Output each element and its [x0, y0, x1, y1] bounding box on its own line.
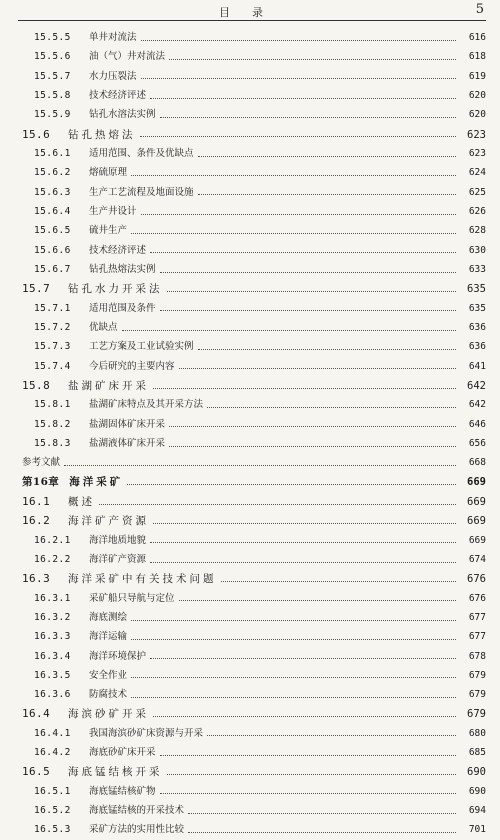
toc-entry — [22, 743, 486, 762]
toc-entry-number: 15.6.2 — [34, 167, 71, 179]
toc-entry-title: 海滨砂矿开采 — [68, 708, 149, 721]
toc-entry — [22, 550, 486, 569]
toc-entry — [22, 221, 486, 240]
toc-entry-number: 15.6.6 — [34, 244, 71, 256]
toc-entry — [22, 473, 486, 492]
toc-entry-number: 16.1 — [22, 494, 51, 508]
toc-entry-title: 海底锰结核矿物 — [89, 785, 156, 797]
toc-entry — [22, 724, 486, 743]
dot-leader — [160, 116, 456, 118]
toc-entry-title: 采矿船只导航与定位 — [89, 592, 175, 604]
toc-entry-page: 626 — [468, 205, 486, 217]
toc-entry-number: 15.5.5 — [34, 32, 71, 43]
toc-entry-number: 16.4 — [22, 707, 51, 721]
toc-entry-page: 624 — [468, 167, 486, 179]
toc-entry-page: 623 — [467, 128, 486, 141]
toc-entry — [22, 492, 486, 511]
toc-entry-page: 636 — [468, 341, 486, 353]
dot-leader — [99, 503, 456, 505]
dot-leader — [153, 387, 456, 389]
toc-entry-title: 概述 — [68, 495, 95, 508]
toc-entry-page: 633 — [468, 263, 486, 275]
toc-entry-title: 熔硫原理 — [89, 167, 128, 179]
toc-entry-page: 676 — [468, 592, 486, 604]
toc-entry-number: 15.6.7 — [34, 263, 71, 275]
toc-entry-number: 15.7.4 — [34, 360, 71, 372]
toc-entry-title: 海底锰结核的开采技术 — [89, 805, 185, 817]
toc-entry-title: 安全作业 — [89, 669, 128, 681]
toc-entry-number: 16.3 — [22, 572, 51, 586]
toc-entry — [22, 627, 486, 646]
toc-entry-page: 630 — [468, 244, 486, 256]
toc-entry-number: 15.7.2 — [34, 321, 71, 333]
toc-entry-title: 生产工艺流程及地面设施 — [89, 186, 194, 198]
toc-entry — [22, 531, 486, 550]
dot-leader — [207, 734, 456, 736]
dot-leader — [150, 251, 456, 253]
toc-entry — [22, 299, 486, 318]
toc-entry-title: 盐湖矿床开采 — [68, 379, 149, 392]
toc-entry-title: 盐湖固体矿床开采 — [89, 418, 166, 430]
toc-entry-title: 适用范围、条件及优缺点 — [89, 147, 194, 159]
toc-entry — [22, 589, 486, 608]
toc-entry-number: 15.5.7 — [34, 70, 71, 82]
toc-entry-title: 参考文献 — [22, 457, 61, 469]
toc-entry-number: 15.6 — [22, 127, 51, 141]
toc-entry-number: 15.7.1 — [34, 302, 71, 314]
toc-entry — [22, 28, 486, 47]
toc-entry-page: 620 — [468, 109, 486, 121]
toc-entry-title: 我国海滨砂矿床资源与开采 — [89, 727, 204, 739]
toc-entry-number: 15.8.3 — [34, 437, 71, 449]
toc-entry-title: 适用范围及条件 — [89, 302, 156, 314]
toc-entry-page: 685 — [468, 747, 486, 759]
page-header — [18, 2, 486, 21]
toc-entry-number: 15.8.2 — [34, 418, 71, 430]
toc-entry-number: 15.6.4 — [34, 205, 71, 217]
toc-entry-title: 海底砂矿床开采 — [89, 747, 156, 759]
toc-entry — [22, 511, 486, 530]
toc-entry-number: 16.5.1 — [34, 785, 71, 797]
toc-entry-title: 水力压裂法 — [89, 70, 137, 82]
toc-entry — [22, 241, 486, 260]
toc-entry-number: 15.5.8 — [34, 89, 71, 101]
toc-entry-number: 15.5.6 — [34, 51, 71, 63]
dot-leader — [141, 77, 456, 79]
toc-entry-title: 盐湖矿床特点及其开采方法 — [89, 399, 204, 411]
dot-leader — [188, 812, 456, 814]
toc-entry-page: 669 — [467, 495, 486, 508]
dot-leader — [169, 445, 456, 447]
dot-leader — [188, 831, 456, 833]
dot-leader — [198, 193, 456, 195]
toc-entry-page: 690 — [467, 766, 486, 779]
toc-entry-title: 海洋采矿中有关技术问题 — [68, 573, 217, 586]
toc-entry — [22, 47, 486, 66]
toc-entry-number: 15.8.1 — [34, 399, 71, 411]
dot-leader — [167, 290, 457, 292]
toc-entry — [22, 685, 486, 704]
toc-entry — [22, 125, 486, 144]
dot-leader — [131, 696, 456, 698]
toc-entry — [22, 434, 486, 453]
toc-entry-page: 618 — [468, 51, 486, 63]
toc-entry-page: 679 — [467, 708, 486, 721]
toc-entry-title: 今后研究的主要内容 — [89, 360, 175, 372]
toc-entry-number: 16.4.1 — [34, 727, 71, 739]
toc-entry-page: 669 — [467, 515, 486, 528]
toc-entry-title: 硫井生产 — [89, 225, 128, 237]
toc-entry — [22, 762, 486, 781]
toc-entry — [22, 376, 486, 395]
toc-entry-number: 16.3.1 — [34, 592, 71, 604]
toc-entry-page: 625 — [468, 186, 486, 198]
toc-entry — [22, 279, 486, 298]
toc-entry-page: 635 — [468, 302, 486, 314]
toc-entry — [22, 260, 486, 279]
toc-entry-page: 616 — [468, 32, 486, 43]
toc-entry-page: 676 — [467, 573, 486, 586]
dot-leader — [179, 367, 456, 369]
toc-entry — [22, 608, 486, 627]
toc-entry-title: 钻孔水力开采法 — [68, 283, 163, 296]
dot-leader — [160, 309, 456, 311]
toc-entry-page: 677 — [468, 631, 486, 643]
toc-entry-page: 668 — [468, 457, 486, 469]
toc-entry-page: 636 — [468, 321, 486, 333]
toc-entry-page: 619 — [468, 70, 486, 82]
toc-entry — [22, 782, 486, 801]
toc-entry-title: 技术经济评述 — [89, 89, 147, 101]
toc-entry-page: 680 — [468, 727, 486, 739]
toc-entry-number: 16.2 — [22, 514, 51, 528]
toc-entry-number: 16.3.5 — [34, 669, 71, 681]
toc-entry-number: 16.3.2 — [34, 611, 71, 623]
dot-leader — [122, 329, 456, 331]
toc-entry — [22, 453, 486, 472]
toc-entry-title: 工艺方案及工业试验实例 — [89, 341, 194, 353]
toc-entry-title: 海洋矿产资源 — [89, 553, 147, 565]
toc-entry — [22, 86, 486, 105]
dot-leader — [198, 155, 456, 157]
toc-entry-number: 15.7 — [22, 282, 51, 296]
dot-leader — [160, 792, 456, 794]
toc-entry-page: 677 — [468, 611, 486, 623]
toc-entry-title: 钻孔热熔法 — [68, 128, 136, 141]
toc-entry-title: 海洋环境保护 — [89, 650, 147, 662]
toc-entry-title: 采矿方法的实用性比较 — [89, 824, 185, 836]
dot-leader — [64, 464, 456, 466]
toc-entry-title: 油（气）井对流法 — [89, 51, 166, 63]
toc-entry-title: 海底锰结核开采 — [68, 766, 163, 779]
dot-leader — [169, 425, 456, 427]
toc-entry-number: 16.3.4 — [34, 650, 71, 662]
table-of-contents — [22, 28, 486, 840]
header-title: 目录 — [219, 6, 285, 19]
toc-entry-number: 16.3.6 — [34, 689, 71, 701]
toc-entry — [22, 183, 486, 202]
toc-entry-number: 16.5.2 — [34, 805, 71, 817]
toc-entry-page: 669 — [467, 475, 486, 488]
toc-entry-number: 16.5.3 — [34, 824, 71, 836]
toc-entry-title: 海洋地质地貌 — [89, 534, 147, 546]
toc-entry-number: 15.7.3 — [34, 341, 71, 353]
toc-entry-title: 盐湖液体矿床开采 — [89, 437, 166, 449]
dot-leader — [127, 483, 456, 485]
toc-entry-page: 690 — [468, 785, 486, 797]
dot-leader — [141, 39, 456, 41]
toc-entry-page: 641 — [468, 360, 486, 372]
toc-entry-page: 694 — [468, 805, 486, 817]
toc-entry-page: 701 — [468, 824, 486, 836]
toc-entry-number: 第16章 — [22, 475, 60, 488]
toc-entry — [22, 105, 486, 124]
dot-leader — [160, 754, 456, 756]
toc-entry — [22, 820, 486, 839]
dot-leader — [140, 135, 457, 137]
dot-leader — [131, 174, 456, 176]
toc-entry-title: 技术经济评述 — [89, 244, 147, 256]
toc-entry-page: 674 — [468, 553, 486, 565]
toc-entry-number: 16.4.2 — [34, 747, 71, 759]
dot-leader — [153, 522, 456, 524]
toc-entry — [22, 337, 486, 356]
toc-entry — [22, 569, 486, 588]
toc-entry-page: 678 — [468, 650, 486, 662]
toc-entry-page: 669 — [468, 534, 486, 546]
dot-leader — [150, 561, 456, 563]
toc-entry — [22, 163, 486, 182]
toc-entry-title: 海底测绘 — [89, 611, 128, 623]
toc-entry-number: 15.5.9 — [34, 109, 71, 121]
toc-entry-number: 15.6.5 — [34, 225, 71, 237]
toc-entry-page: 642 — [468, 399, 486, 411]
toc-entry — [22, 801, 486, 820]
toc-entry-title: 优缺点 — [89, 321, 118, 333]
toc-entry-page: 635 — [467, 283, 486, 296]
toc-entry-page: 623 — [468, 147, 486, 159]
toc-entry-number: 15.8 — [22, 378, 51, 392]
toc-entry-page: 620 — [468, 89, 486, 101]
dot-leader — [131, 619, 456, 621]
toc-entry-number: 16.2.1 — [34, 534, 71, 546]
toc-entry-number: 16.3.3 — [34, 631, 71, 643]
toc-entry-title: 生产井设计 — [89, 205, 137, 217]
dot-leader — [150, 97, 456, 99]
toc-entry — [22, 318, 486, 337]
dot-leader — [160, 271, 456, 273]
dot-leader — [141, 213, 456, 215]
toc-entry-number: 15.6.3 — [34, 186, 71, 198]
toc-entry-number: 15.6.1 — [34, 147, 71, 159]
toc-entry-number: 16.2.2 — [34, 553, 71, 565]
dot-leader — [167, 773, 457, 775]
toc-entry — [22, 395, 486, 414]
toc-entry-number: 16.5 — [22, 765, 51, 779]
toc-entry-page: 642 — [467, 379, 486, 392]
toc-entry-title: 海洋采矿 — [69, 475, 124, 488]
dot-leader — [169, 58, 456, 60]
dot-leader — [131, 638, 456, 640]
toc-entry — [22, 357, 486, 376]
dot-leader — [207, 406, 456, 408]
toc-entry-title: 单井对流法 — [89, 32, 137, 43]
toc-entry — [22, 704, 486, 723]
dot-leader — [150, 657, 456, 659]
dot-leader — [221, 580, 457, 582]
toc-entry-page: 679 — [468, 689, 486, 701]
toc-entry-page: 679 — [468, 669, 486, 681]
toc-entry-page: 628 — [468, 225, 486, 237]
toc-entry — [22, 202, 486, 221]
dot-leader — [131, 676, 456, 678]
toc-entry-title: 海洋运输 — [89, 631, 128, 643]
toc-entry-title: 钻孔水溶法实例 — [89, 109, 156, 121]
dot-leader — [131, 232, 456, 234]
toc-entry-page: 656 — [468, 437, 486, 449]
toc-entry — [22, 144, 486, 163]
header-page-number: 5 — [475, 2, 484, 17]
toc-entry-page: 646 — [468, 418, 486, 430]
toc-entry-title: 钻孔热熔法实例 — [89, 263, 156, 275]
dot-leader — [179, 599, 456, 601]
toc-entry-title: 海洋矿产资源 — [68, 515, 149, 528]
toc-entry — [22, 647, 486, 666]
toc-entry — [22, 67, 486, 86]
toc-entry — [22, 666, 486, 685]
toc-entry-title: 防腐技术 — [89, 689, 128, 701]
dot-leader — [153, 715, 456, 717]
toc-entry — [22, 415, 486, 434]
dot-leader — [198, 348, 456, 350]
dot-leader — [150, 541, 456, 543]
